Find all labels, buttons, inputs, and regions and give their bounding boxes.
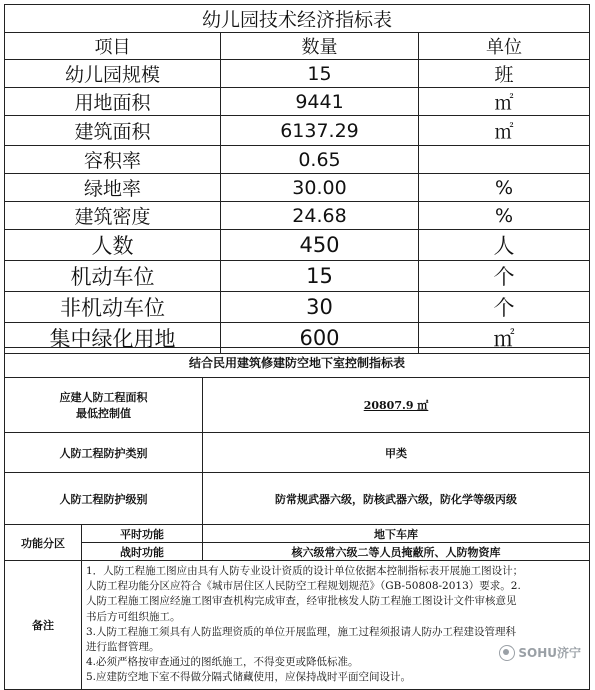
row-unit: ㎡ [419, 88, 590, 116]
row-item: 建筑密度 [5, 202, 221, 230]
row-qty: 15 [221, 261, 419, 292]
table-row [5, 174, 590, 202]
table1-title: 幼儿园技术经济指标表 [5, 5, 590, 33]
row-item: 用地面积 [5, 88, 221, 116]
area-label-line2: 最低控制值 [76, 407, 131, 420]
peace-value: 地下车库 [203, 525, 590, 543]
header-qty: 数量 [221, 33, 419, 60]
row-unit: 个 [419, 292, 590, 323]
kindergarten-indicator-table [4, 4, 590, 354]
table2-title: 结合民用建筑修建防空地下室控制指标表 [5, 348, 590, 378]
watermark-text: SOHU济宁 [518, 645, 581, 660]
level-label: 人防工程防护级别 [5, 473, 203, 525]
row-unit [419, 146, 590, 174]
row-qty: 9441 [221, 88, 419, 116]
row-qty: 30 [221, 292, 419, 323]
row-item: 幼儿园规模 [5, 60, 221, 88]
row-unit: 个 [419, 261, 590, 292]
note-line: 人防工程功能分区应符合《城市居住区人民防空工程规划规范》（GB-50808-2013）要求。2. [86, 580, 521, 593]
level-value: 防常规武器六级，防核武器六级，防化学等级丙级 [203, 473, 590, 525]
area-value-text: 20807.9 ㎡ [363, 399, 429, 412]
row-item: 绿地率 [5, 174, 221, 202]
row-unit: 班 [419, 60, 590, 88]
row-qty: 24.68 [221, 202, 419, 230]
note-line: 书后方可组织施工。 [86, 610, 181, 623]
war-label: 战时功能 [82, 543, 203, 561]
note-line: 4.必须严格按审查通过的图纸施工，不得变更或降低标准。 [86, 656, 359, 669]
table-row [5, 202, 590, 230]
area-label [5, 378, 203, 433]
peace-label: 平时功能 [82, 525, 203, 543]
area-value [203, 378, 590, 433]
note-line: 1．人防工程施工图应由具有人防专业设计资质的设计单位依据本控制指标表开展施工图设计； [86, 565, 524, 577]
note-line: 人防工程施工图应经施工图审查机构完成审查，经审批核发人防工程施工图设计文件审核意见 [86, 595, 517, 608]
row-unit: 人 [419, 230, 590, 261]
row-item: 人数 [5, 230, 221, 261]
sohu-logo-icon [499, 645, 515, 661]
row-qty: 15 [221, 60, 419, 88]
row-qty: 6137.29 [221, 116, 419, 146]
table-row [5, 292, 590, 323]
header-unit: 单位 [419, 33, 590, 60]
row-unit: % [419, 202, 590, 230]
sohu-watermark [499, 644, 581, 662]
row-item: 建筑面积 [5, 116, 221, 146]
table-row [5, 116, 590, 146]
row-unit: % [419, 174, 590, 202]
war-value: 核六级常六级二等人员掩蔽所、人防物资库 [203, 543, 590, 561]
row-qty: 30.00 [221, 174, 419, 202]
table-row [5, 230, 590, 261]
table-row [5, 88, 590, 116]
row-item: 机动车位 [5, 261, 221, 292]
civil-air-defense-table [4, 347, 590, 690]
row-qty: 0.65 [221, 146, 419, 174]
row-qty: 450 [221, 230, 419, 261]
type-label: 人防工程防护类别 [5, 433, 203, 473]
notes-label: 备注 [5, 561, 82, 690]
table-row [5, 261, 590, 292]
row-item: 容积率 [5, 146, 221, 174]
table-row [5, 60, 590, 88]
note-line: 进行监督管理。 [86, 641, 160, 654]
row-unit: ㎡ [419, 116, 590, 146]
notes-cell [82, 561, 590, 690]
area-label-line1: 应建人防工程面积 [59, 391, 148, 404]
row-item: 集中绿化用地 [5, 323, 221, 354]
type-value: 甲类 [203, 433, 590, 473]
note-line: 3.人防工程施工须具有人防监理资质的单位开展监理，施工过程须报请人防办工程建设管理科 [86, 625, 517, 638]
row-item: 非机动车位 [5, 292, 221, 323]
row-qty: 600 [221, 323, 419, 354]
table-row [5, 146, 590, 174]
header-item: 项目 [5, 33, 221, 60]
func-label: 功能分区 [5, 525, 82, 561]
note-line: 5.应建防空地下室不得做分隔式储藏使用，应保持战时平面空间设计。 [86, 671, 412, 684]
row-unit: ㎡ [419, 323, 590, 354]
